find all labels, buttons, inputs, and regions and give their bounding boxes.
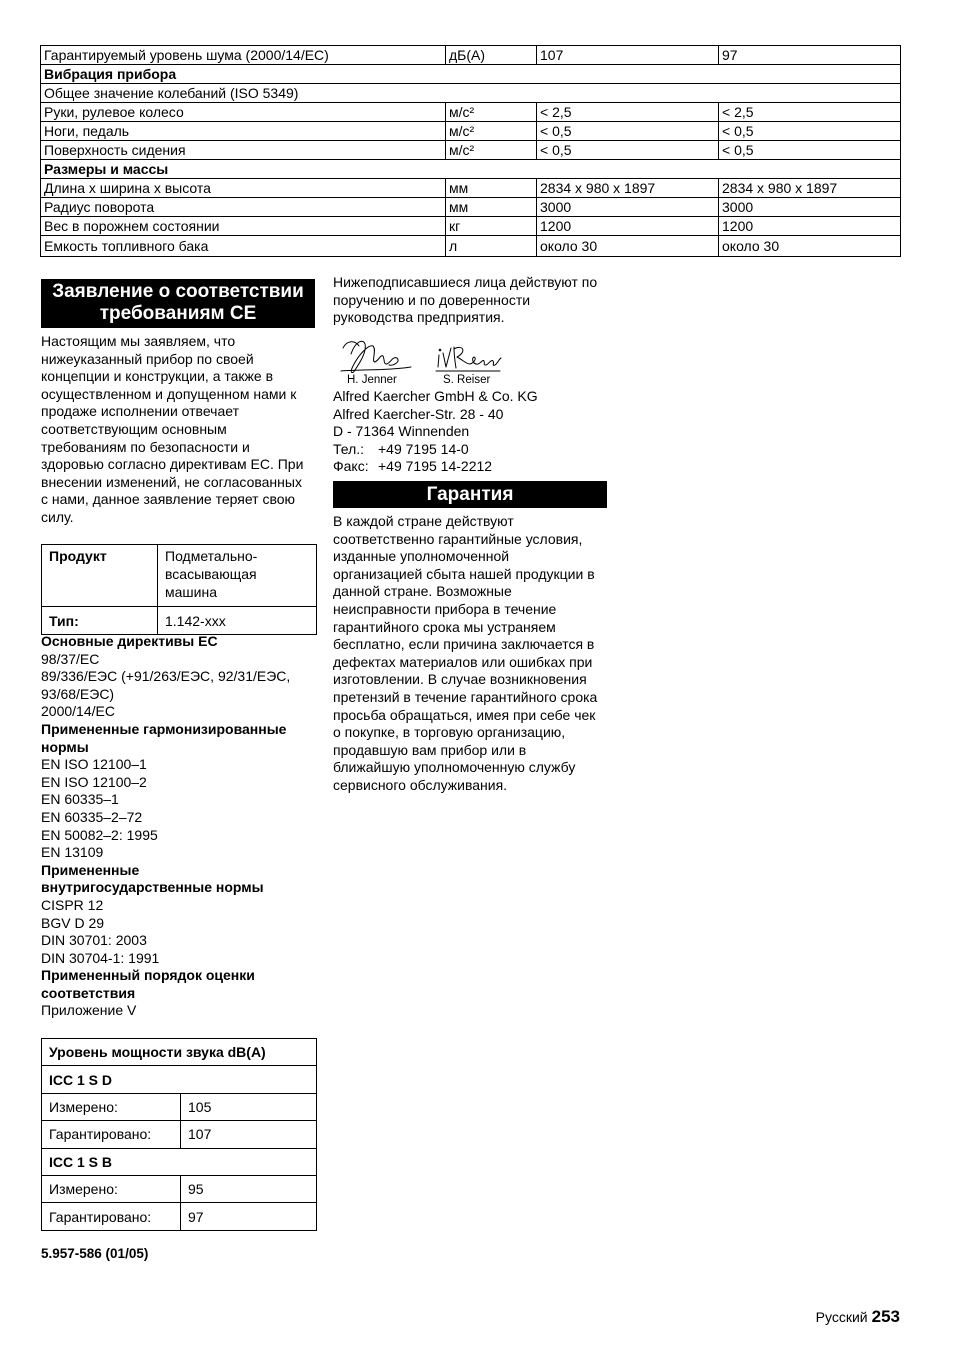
national-standards-heading: внутригосударственные нормы — [41, 879, 264, 896]
conformity-procedure-value: Приложение V — [41, 1002, 137, 1019]
spec-value-1: < 0,5 — [537, 141, 719, 160]
product-table — [41, 544, 317, 635]
spec-label: Гарантируемый уровень шума (2000/14/EC) — [41, 46, 446, 65]
spec-label: Вес в порожнем состоянии — [41, 217, 446, 236]
harmonized-standard-item: EN ISO 12100–1 — [41, 756, 147, 773]
harmonized-standards-heading: нормы — [41, 738, 89, 755]
guarantee-text-line: ближайшую уполномоченную службу — [333, 759, 576, 776]
spec-unit: л — [446, 236, 537, 257]
spec-section-title: Размеры и массы — [41, 160, 901, 179]
measured-label: Измерено: — [42, 1093, 181, 1120]
spec-section-title: Вибрация прибора — [41, 65, 901, 84]
declaration-text-line: нижеуказанный прибор по своей — [41, 350, 254, 367]
type-value: 1.142-xxx — [158, 607, 317, 635]
footer-language: Русский — [815, 1309, 868, 1325]
spec-value-2: 2834 x 980 x 1897 — [719, 179, 901, 198]
fax-line — [333, 458, 538, 476]
sound-power-heading: Уровень мощности звука dB(A) — [42, 1039, 317, 1066]
guaranteed-value: 97 — [181, 1203, 317, 1230]
spec-unit: дБ(A) — [446, 46, 537, 65]
declaration-text-line: концепции и конструкции, а также в — [41, 368, 274, 385]
declaration-text-line: силу. — [41, 508, 74, 525]
spec-value-1: около 30 — [537, 236, 719, 257]
spec-label: Емкость топливного бака — [41, 236, 446, 257]
model-name: ICC 1 S D — [42, 1066, 317, 1093]
guarantee-heading: Гарантия — [333, 481, 607, 508]
guarantee-text-line: неисправности прибора в течение — [333, 600, 557, 617]
guaranteed-label: Гарантировано: — [42, 1203, 181, 1230]
signatories-note-line: руководства предприятия. — [333, 309, 505, 326]
signatures-block — [333, 334, 513, 390]
phone-number: +49 7195 14-0 — [378, 440, 469, 457]
fax-label: Факс: — [333, 458, 369, 475]
signature-jenner — [341, 341, 411, 372]
document-number: 5.957-586 (01/05) — [41, 1246, 149, 1261]
spec-value-2: 97 — [719, 46, 901, 65]
spec-row — [41, 141, 901, 160]
measured-value: 95 — [181, 1175, 317, 1202]
company-street: Alfred Kaercher-Str. 28 - 40 — [333, 405, 504, 422]
directive-item: 98/37/EC — [41, 650, 100, 667]
spec-row — [41, 84, 901, 103]
spec-value-1: 3000 — [537, 198, 719, 217]
company-city: D - 71364 Winnenden — [333, 423, 470, 440]
spec-section-row — [41, 65, 901, 84]
spec-value-2: < 0,5 — [719, 122, 901, 141]
guaranteed-row — [42, 1203, 317, 1230]
guarantee-text-line: данной стране. Возможные — [333, 583, 512, 600]
signer-name: H. Jenner — [347, 374, 397, 386]
spec-row — [41, 122, 901, 141]
product-value: Подметально-всасывающая машина — [158, 545, 317, 607]
measured-row — [42, 1175, 317, 1202]
guarantee-text-line: просьба обращаться, имея при себе чек — [333, 706, 596, 723]
guaranteed-value: 107 — [181, 1121, 317, 1148]
guarantee-text-line: о покупке, в торговую организацию, — [333, 724, 566, 741]
spec-value-2: < 0,5 — [719, 141, 901, 160]
national-standard-item: DIN 30701: 2003 — [41, 932, 147, 949]
type-label: Тип: — [42, 607, 158, 635]
guarantee-text-line: В каждой стране действуют — [333, 513, 514, 529]
harmonized-standard-item: EN 50082–2: 1995 — [41, 826, 158, 843]
declaration-text-line: требованиям по безопасности и — [41, 438, 250, 455]
declaration-text — [41, 333, 303, 527]
measured-row — [42, 1093, 317, 1120]
guarantee-text-line: организацией сбыта нашей продукции в — [333, 565, 595, 582]
guarantee-text-line: изготовлении. В случае возникновения — [333, 671, 587, 688]
spec-value-2: около 30 — [719, 236, 901, 257]
directive-item: 89/336/ЕЭС (+91/263/ЕЭС, 92/31/ЕЭС, — [41, 668, 291, 685]
guaranteed-label: Гарантировано: — [42, 1121, 181, 1148]
spec-value-2: 1200 — [719, 217, 901, 236]
signer-name: S. Reiser — [443, 374, 491, 386]
signatories-note — [333, 274, 597, 327]
company-name: Alfred Kaercher GmbH & Co. KG — [333, 388, 538, 404]
spec-value-1: < 2,5 — [537, 103, 719, 122]
harmonized-standard-item: EN 60335–1 — [41, 791, 119, 808]
guarantee-text-line: продавшую вам прибор или в — [333, 741, 527, 758]
directive-item: 93/68/ЕЭС) — [41, 685, 115, 702]
model-row — [42, 1148, 317, 1175]
product-row — [42, 545, 317, 607]
national-standards-heading: Примененные — [41, 861, 140, 878]
harmonized-standard-item: EN ISO 12100–2 — [41, 773, 147, 790]
declaration-text-line: соответствующим основным — [41, 420, 227, 437]
harmonized-standard-item: EN 60335–2–72 — [41, 808, 143, 825]
phone-line — [333, 441, 538, 459]
conformity-procedure-heading: Примененный порядок оценки — [41, 967, 255, 984]
directives-heading: Основные директивы ЕС — [41, 633, 218, 649]
sound-power-table — [41, 1038, 317, 1231]
spec-label: Длина x ширина x высота — [41, 179, 446, 198]
national-standard-item: BGV D 29 — [41, 914, 105, 931]
guarantee-text-line: изданные уполномоченной — [333, 548, 510, 565]
signatories-note-line: поручению и по доверенности — [333, 291, 531, 308]
national-standard-item: CISPR 12 — [41, 896, 104, 913]
declaration-text-line: осуществленном и допущенном нами к — [41, 385, 297, 402]
spec-unit: мм — [446, 179, 537, 198]
declaration-text-line: с нами, данное заявление теряет свою — [41, 491, 296, 508]
guaranteed-row — [42, 1121, 317, 1148]
type-row — [42, 607, 317, 635]
spec-value-1: 107 — [537, 46, 719, 65]
spec-unit: м/с² — [446, 122, 537, 141]
spec-unit: м/с² — [446, 103, 537, 122]
measured-value: 105 — [181, 1093, 317, 1120]
spec-section-row — [41, 160, 901, 179]
model-name: ICC 1 S B — [42, 1148, 317, 1175]
spec-unit: кг — [446, 217, 537, 236]
spec-unit: мм — [446, 198, 537, 217]
declaration-text-line: здоровью согласно директивам ЕС. При — [41, 456, 304, 473]
sound-heading-row — [42, 1039, 317, 1066]
declaration-text-line: продаже исполнении отвечает — [41, 403, 239, 420]
guarantee-text-line: сервисного обслуживания. — [333, 776, 508, 793]
fax-number: +49 7195 14-2212 — [378, 458, 493, 475]
product-label: Продукт — [42, 545, 158, 607]
spec-value-2: < 2,5 — [719, 103, 901, 122]
spec-row — [41, 217, 901, 236]
technical-data-table — [40, 45, 901, 257]
spec-value-1: < 0,5 — [537, 122, 719, 141]
guarantee-text-line: соответственно гарантийные условия, — [333, 530, 583, 547]
spec-label: Радиус поворота — [41, 198, 446, 217]
spec-value-2: 3000 — [719, 198, 901, 217]
spec-label: Руки, рулевое колесо — [41, 103, 446, 122]
harmonized-standards-heading: Примененные гармонизированные — [41, 720, 287, 737]
spec-label: Общее значение колебаний (ISO 5349) — [41, 84, 901, 103]
spec-row — [41, 198, 901, 217]
page-footer — [700, 1306, 900, 1329]
spec-unit: м/с² — [446, 141, 537, 160]
spec-value-1: 2834 x 980 x 1897 — [537, 179, 719, 198]
guarantee-text — [333, 513, 597, 795]
declaration-text-line: Настоящим мы заявляем, что — [41, 333, 236, 349]
spec-value-1: 1200 — [537, 217, 719, 236]
spec-row — [41, 179, 901, 198]
spec-label: Ноги, педаль — [41, 122, 446, 141]
page-number: 253 — [871, 1307, 900, 1326]
signature-reiser — [436, 347, 501, 371]
declaration-heading: Заявление о соответствии требованиям CE — [41, 279, 315, 328]
spec-row — [41, 236, 901, 257]
directives-block — [41, 633, 290, 1020]
signatories-note-line: Нижеподписавшиеся лица действуют по — [333, 274, 598, 290]
spec-label: Поверхность сидения — [41, 141, 446, 160]
guarantee-text-line: гарантийного срока мы устраняем — [333, 618, 556, 635]
guarantee-text-line: бесплатно, если причина заключается в — [333, 636, 595, 653]
phone-label: Тел.: — [333, 440, 365, 457]
directive-item: 2000/14/EC — [41, 703, 115, 720]
conformity-procedure-heading: соответствия — [41, 984, 136, 1001]
handwritten-signatures — [333, 334, 513, 376]
guarantee-text-line: дефектах материалов или ошибках при — [333, 653, 593, 670]
guarantee-text-line: претензий в течение гарантийного срока — [333, 688, 598, 705]
spec-row — [41, 103, 901, 122]
national-standard-item: DIN 30704-1: 1991 — [41, 949, 160, 966]
company-address — [333, 388, 538, 476]
spec-row — [41, 46, 901, 65]
measured-label: Измерено: — [42, 1175, 181, 1202]
declaration-text-line: внесении изменений, не согласованных — [41, 473, 302, 490]
model-row — [42, 1066, 317, 1093]
harmonized-standard-item: EN 13109 — [41, 844, 104, 861]
